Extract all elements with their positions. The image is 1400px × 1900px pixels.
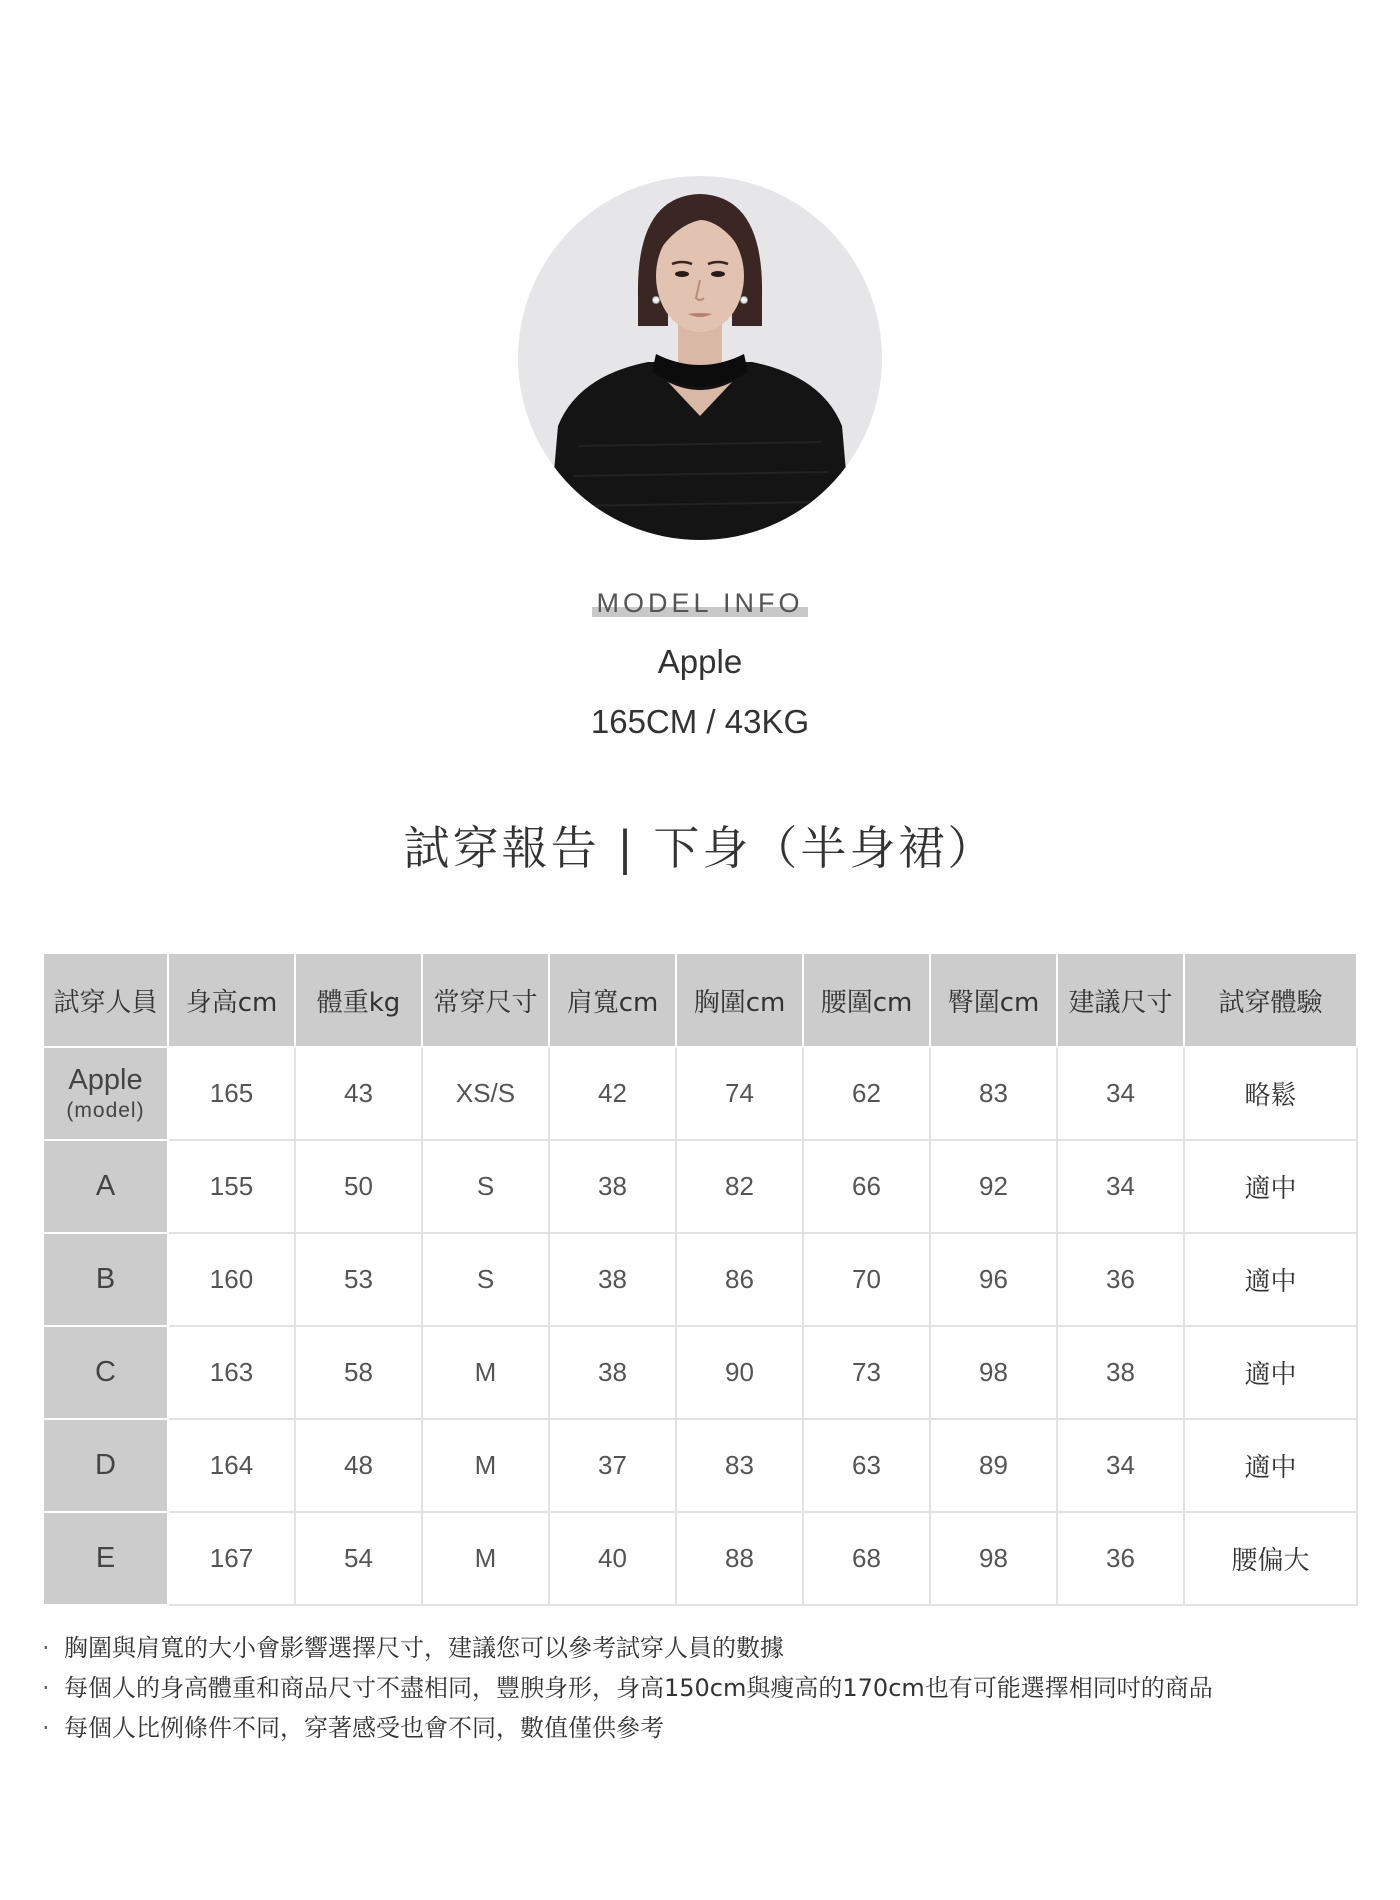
table-cell: 50 <box>295 1140 422 1233</box>
tester-name-cell <box>43 1512 168 1605</box>
table-cell: 34 <box>1057 1140 1184 1233</box>
column-header: 腰圍cm <box>803 953 930 1047</box>
model-info <box>0 588 1400 741</box>
tester-name: C <box>95 1356 116 1388</box>
table-row <box>43 1419 1357 1512</box>
column-header: 常穿尺寸 <box>422 953 549 1047</box>
fit-experience-cell: 適中 <box>1184 1326 1357 1419</box>
table-cell: 34 <box>1057 1047 1184 1140</box>
table-cell: 68 <box>803 1512 930 1605</box>
model-info-label: MODEL INFO <box>596 588 804 618</box>
fit-experience-cell: 適中 <box>1184 1233 1357 1326</box>
tester-name-cell <box>43 1419 168 1512</box>
table-cell: 165 <box>168 1047 295 1140</box>
table-cell: 58 <box>295 1326 422 1419</box>
table-cell: M <box>422 1326 549 1419</box>
column-header: 胸圍cm <box>676 953 803 1047</box>
table-cell: 66 <box>803 1140 930 1233</box>
table-cell: 96 <box>930 1233 1057 1326</box>
table-cell: 70 <box>803 1233 930 1326</box>
table-cell: 38 <box>549 1326 676 1419</box>
table-cell: 83 <box>676 1419 803 1512</box>
table-cell: 34 <box>1057 1419 1184 1512</box>
table-row <box>43 1326 1357 1419</box>
tester-name-cell <box>43 1233 168 1326</box>
fit-experience-cell: 適中 <box>1184 1140 1357 1233</box>
fit-experience-cell: 適中 <box>1184 1419 1357 1512</box>
note-item <box>42 1668 1356 1708</box>
note-item <box>42 1708 1356 1748</box>
model-portrait <box>518 176 882 540</box>
note-item <box>42 1628 1356 1668</box>
table-cell: 82 <box>676 1140 803 1233</box>
table-cell: 92 <box>930 1140 1057 1233</box>
column-header: 體重kg <box>295 953 422 1047</box>
note-bullet: · <box>42 1634 50 1662</box>
tester-name: Apple <box>68 1064 143 1096</box>
column-header: 試穿人員 <box>43 953 168 1047</box>
table-cell: 89 <box>930 1419 1057 1512</box>
tester-name-cell <box>43 1326 168 1419</box>
table-cell: 43 <box>295 1047 422 1140</box>
table-cell: 38 <box>549 1233 676 1326</box>
table-cell: 38 <box>549 1140 676 1233</box>
table-cell: 54 <box>295 1512 422 1605</box>
table-row <box>43 1233 1357 1326</box>
note-text: 胸圍與肩寬的大小會影響選擇尺寸，建議您可以參考試穿人員的數據 <box>64 1634 784 1662</box>
note-text: 每個人比例條件不同，穿著感受也會不同，數值僅供參考 <box>64 1714 664 1742</box>
column-header: 試穿體驗 <box>1184 953 1357 1047</box>
tester-name-sub: (model) <box>66 1099 145 1122</box>
model-info-heading <box>592 588 807 619</box>
table-cell: 164 <box>168 1419 295 1512</box>
note-bullet: · <box>42 1674 50 1702</box>
table-header-row <box>43 953 1357 1047</box>
table-cell: 86 <box>676 1233 803 1326</box>
table-cell: 36 <box>1057 1512 1184 1605</box>
tester-name: D <box>95 1449 116 1481</box>
note-bullet: · <box>42 1714 50 1742</box>
tester-name: A <box>95 1170 116 1202</box>
table-cell: 98 <box>930 1512 1057 1605</box>
column-header: 身高cm <box>168 953 295 1047</box>
table-cell: M <box>422 1512 549 1605</box>
tester-name-cell <box>43 1047 168 1140</box>
table-row <box>43 1512 1357 1605</box>
column-header: 臀圍cm <box>930 953 1057 1047</box>
model-name: Apple <box>657 643 743 680</box>
table-cell: M <box>422 1419 549 1512</box>
tester-name: B <box>95 1263 116 1295</box>
table-cell: S <box>422 1233 549 1326</box>
model-stats: 165CM / 43KG <box>590 703 810 740</box>
tester-name: E <box>95 1542 116 1574</box>
tester-name-cell <box>43 1140 168 1233</box>
table-cell: 62 <box>803 1047 930 1140</box>
fit-report-table <box>42 952 1358 1606</box>
table-cell: 167 <box>168 1512 295 1605</box>
note-text: 每個人的身高體重和商品尺寸不盡相同，豐腴身形，身高150cm與瘦高的170cm也有可能選擇相同吋的商品 <box>64 1674 1213 1702</box>
table-cell: 36 <box>1057 1233 1184 1326</box>
table-cell: 73 <box>803 1326 930 1419</box>
table-cell: 160 <box>168 1233 295 1326</box>
table-row <box>43 1140 1357 1233</box>
table-cell: XS/S <box>422 1047 549 1140</box>
table-cell: 155 <box>168 1140 295 1233</box>
model-photo <box>518 176 882 540</box>
table-cell: 38 <box>1057 1326 1184 1419</box>
table-cell: 88 <box>676 1512 803 1605</box>
column-header: 建議尺寸 <box>1057 953 1184 1047</box>
table-row <box>43 1047 1357 1140</box>
table-cell: 37 <box>549 1419 676 1512</box>
notes-list <box>42 1628 1356 1748</box>
table-cell: 98 <box>930 1326 1057 1419</box>
fit-experience-cell: 腰偏大 <box>1184 1512 1357 1605</box>
table-cell: 40 <box>549 1512 676 1605</box>
column-header: 肩寬cm <box>549 953 676 1047</box>
table-cell: 163 <box>168 1326 295 1419</box>
table-cell: 63 <box>803 1419 930 1512</box>
table-cell: S <box>422 1140 549 1233</box>
report-title: 試穿報告 | 下身（半身裙） <box>403 821 997 875</box>
fit-experience-cell: 略鬆 <box>1184 1047 1357 1140</box>
table-cell: 74 <box>676 1047 803 1140</box>
table-cell: 83 <box>930 1047 1057 1140</box>
table-cell: 53 <box>295 1233 422 1326</box>
table-cell: 48 <box>295 1419 422 1512</box>
table-cell: 90 <box>676 1326 803 1419</box>
table-body <box>43 1047 1357 1605</box>
table-cell: 42 <box>549 1047 676 1140</box>
